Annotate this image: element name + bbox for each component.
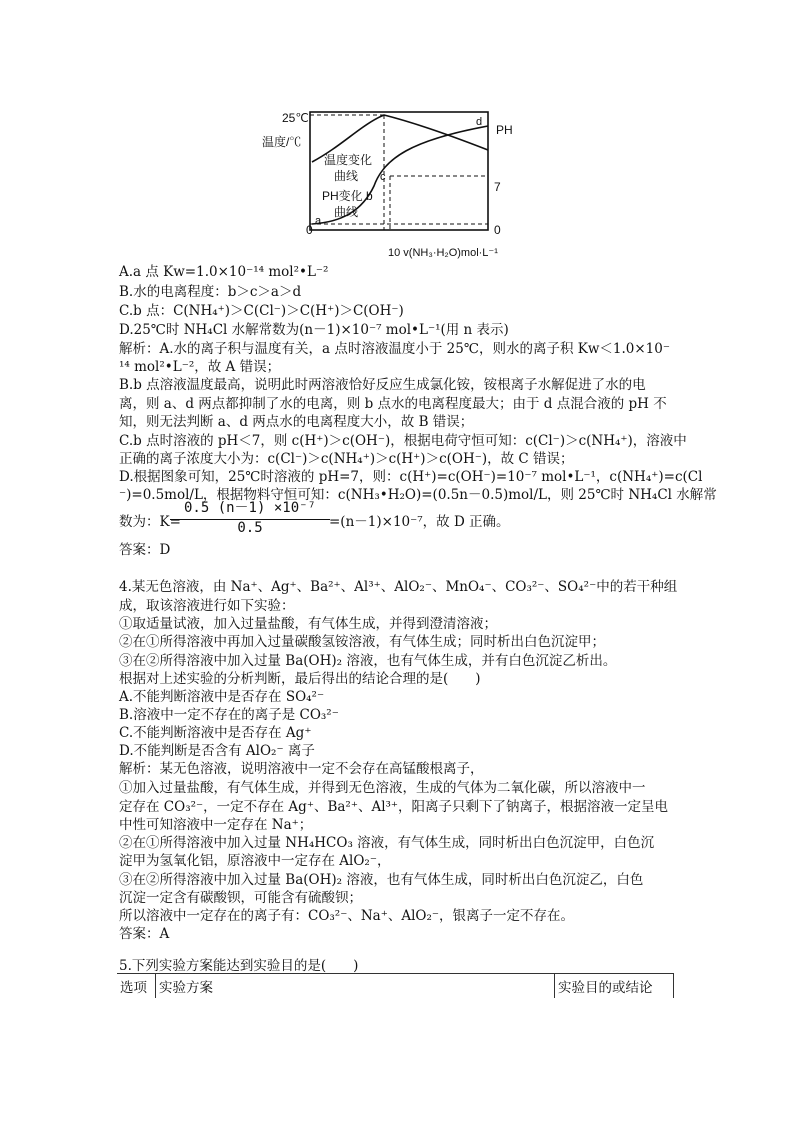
q4-analysis: 淀甲为氢氧化铝，原溶液中一定存在 AlO₂⁻，	[119, 853, 391, 869]
right-tick-7: 7	[494, 180, 501, 194]
formula-denominator: 0.5	[237, 520, 263, 536]
q4-analysis: ③在②所得溶液中加入过量 Ba(OH)₂ 溶液，也有气体生成，同时析出白色沉淀乙，白色	[119, 872, 644, 888]
q4-option-b: B.溶液中一定不存在的离子是 CO₃²⁻	[119, 707, 339, 723]
x-axis-label: 10 v(NH₃·H₂O)mol·L⁻¹	[388, 247, 498, 259]
q4-analysis: ②在①所得溶液中加入过量 NH₄HCO₃ 溶液，有气体生成，同时析出白色沉淀甲，白色沉	[119, 835, 655, 851]
table-header-row	[117, 974, 674, 999]
point-d-label: d	[476, 116, 483, 128]
options-table	[117, 973, 674, 998]
option-b: B.水的电离程度：b＞c＞a＞d	[119, 284, 302, 300]
formula-fraction	[170, 497, 330, 536]
formula-suffix: =(n－1)×10⁻⁷，故 D 正确。	[329, 514, 510, 530]
temperature-ph-figure	[262, 106, 542, 262]
analysis-line: D.根据图象可知，25℃时溶液的 pH=7，则：c(H⁺)=c(OH⁻)=10⁻⁷ mol•L⁻¹，c(NH₄⁺)=c(Cl	[119, 469, 703, 485]
point-a-label: a	[315, 215, 322, 227]
option-a: A.a 点 Kw=1.0×10⁻¹⁴ mol²•L⁻²	[119, 264, 329, 280]
option-c: C.b 点：C(NH₄⁺)＞C(Cl⁻)＞C(H⁺)＞C(OH⁻)	[119, 303, 404, 319]
ph-curve-label-2: 曲线	[334, 205, 359, 219]
right-tick-0: 0	[494, 223, 501, 237]
analysis-line: 知，则无法判断 a、d 两点水的电离程度大小，故 B 错误；	[119, 414, 474, 430]
temp-curve-label-1: 温度变化	[324, 153, 373, 167]
q4-line: ③在②所得溶液中加入过量 Ba(OH)₂ 溶液，也有气体生成，并有白色沉淀乙析出。	[119, 653, 617, 669]
right-axis-top-label: PH	[496, 123, 513, 137]
table-header-purpose: 实验目的或结论	[555, 974, 674, 999]
left-axis-label: 温度/℃	[262, 135, 302, 149]
q4-analysis: 所以溶液中一定存在的离子有：CO₃²⁻、Na⁺、AlO₂⁻，银离子一定不存在。	[119, 908, 575, 924]
q4-line: ②在①所得溶液中再加入过量碳酸氢铵溶液，有气体生成；同时析出白色沉淀甲；	[119, 634, 605, 650]
table-header-option: 选项	[117, 974, 156, 999]
origin-label: 0	[306, 223, 313, 237]
option-d: D.25℃时 NH₄Cl 水解常数为(n－1)×10⁻⁷ mol•L⁻¹(用 n 表示)	[119, 322, 509, 338]
point-c-label: c	[380, 171, 386, 183]
table-header-plan: 实验方案	[156, 974, 555, 999]
q5-title: 5.下列实验方案能达到实验目的是( )	[119, 958, 359, 974]
q4-option-c: C.不能判断溶液中是否存在 Ag⁺	[119, 725, 312, 741]
answer-3: 答案：D	[119, 542, 171, 558]
formula-numerator: 0.5 (n－1) ×10⁻⁷	[170, 497, 330, 520]
q4-analysis: 沉淀一定含有碳酸钡，可能含有硫酸钡；	[119, 890, 362, 906]
analysis-line: 正确的离子浓度大小为：c(Cl⁻)＞c(NH₄⁺)＞c(H⁺)＞c(OH⁻)，故 C 错误；	[119, 451, 574, 467]
q4-answer: 答案：A	[119, 926, 170, 942]
formula-prefix: 数为：K=	[119, 514, 181, 530]
q4-option-d: D.不能判断是否含有 AlO₂⁻ 离子	[119, 743, 315, 759]
q4-line: 4.某无色溶液，由 Na⁺、Ag⁺、Ba²⁺、Al³⁺、AlO₂⁻、MnO₄⁻、CO₃²⁻、SO₄²⁻中的若干种组	[119, 579, 678, 595]
analysis-line: ¹⁴ mol²•L⁻²，故 A 错误；	[119, 359, 281, 375]
q4-analysis: 定存在 CO₃²⁻，一定不存在 Ag⁺、Ba²⁺、Al³⁺，阳离子只剩下了钠离子，根据溶液一定呈电	[119, 799, 669, 815]
analysis-line: C.b 点时溶液的 pH＜7，则 c(H⁺)＞c(OH⁻)，根据电荷守恒可知：c(Cl⁻)＞c(NH₄⁺)，溶液中	[119, 433, 687, 449]
ph-curve-label-1: PH变化 b	[322, 189, 373, 203]
q4-line: 根据对上述实验的分析判断，最后得出的结论合理的是( )	[119, 671, 481, 687]
q4-line: 成，取该溶液进行如下实验：	[119, 598, 295, 614]
analysis-line: ⁻)=0.5mol/L，根据物料守恒可知：c(NH₃•H₂O)=(0.5n－0.5)mol/L，则 25℃时 NH₄Cl 水解常	[119, 487, 717, 503]
temp-curve-label-2: 曲线	[334, 169, 359, 183]
q4-line: ①取适量试液，加入过量盐酸，有气体生成，并得到澄清溶液；	[119, 616, 497, 632]
analysis-line: B.b 点溶液温度最高，说明此时两溶液恰好反应生成氯化铵，铵根离子水解促进了水的电	[119, 377, 646, 393]
analysis-line: 解析：A.水的离子积与温度有关，a 点时溶液温度小于 25℃，则水的离子积 Kw＜1.0×10⁻	[119, 341, 670, 357]
q4-analysis: ①加入过量盐酸，有气体生成，并得到无色溶液，生成的气体为二氧化碳，所以溶液中一	[119, 780, 646, 796]
q4-analysis: 解析：某无色溶液，说明溶液中一定不会存在高锰酸根离子，	[119, 761, 484, 777]
q4-option-a: A.不能判断溶液中是否存在 SO₄²⁻	[119, 689, 325, 705]
analysis-line: 离，则 a、d 两点都抑制了水的电离，则 b 点水的电离程度最大；由于 d 点混合液的 pH 不	[119, 396, 667, 412]
q4-analysis: 中性可知溶液中一定存在 Na⁺；	[119, 817, 313, 833]
left-axis-top-label: 25℃	[282, 111, 309, 125]
